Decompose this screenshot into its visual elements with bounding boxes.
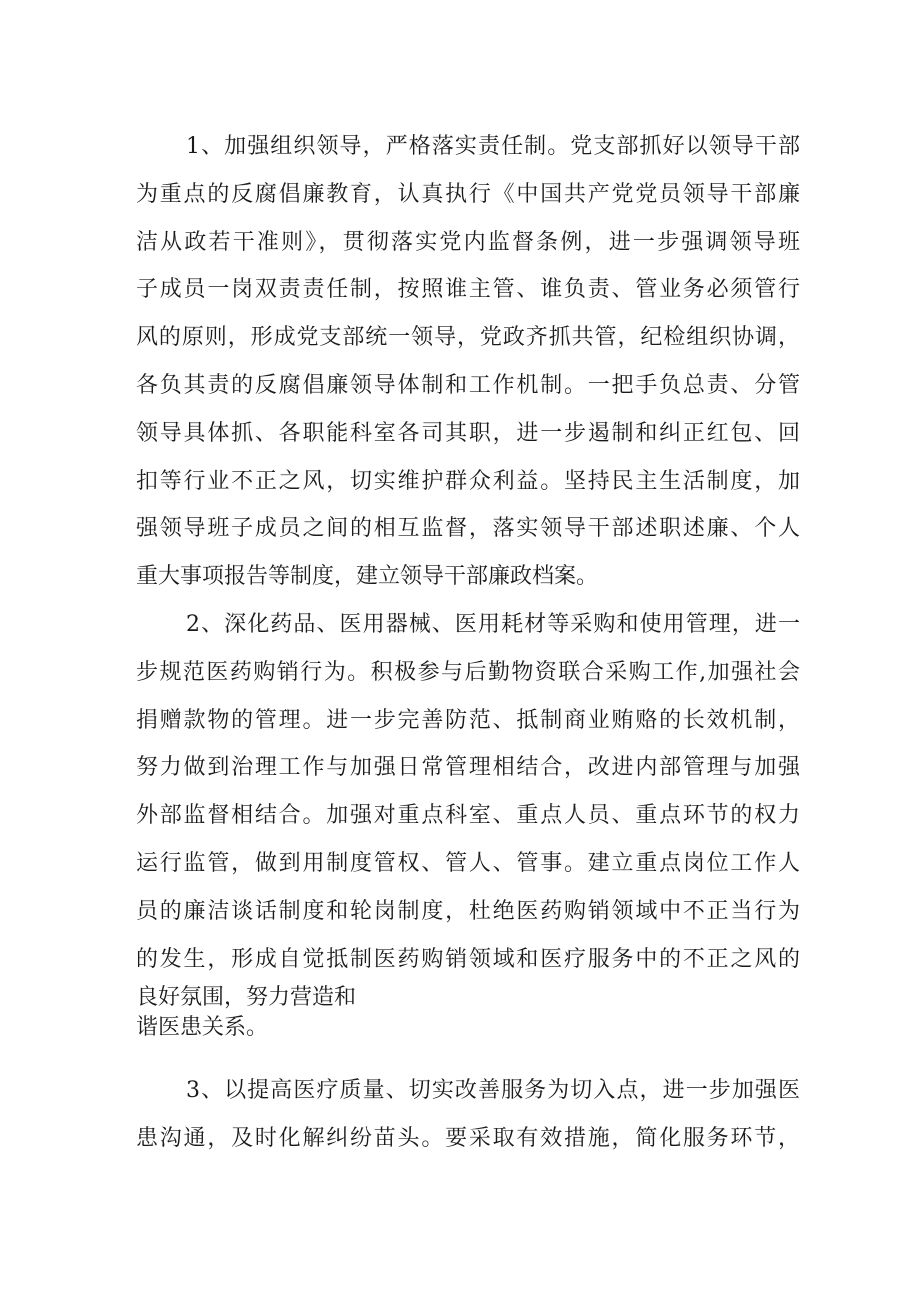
- text-line: 3、以提高医疗质量、切实改善服务为切入点，进一步加强医: [186, 1078, 800, 1104]
- text-line: 良好氛围，努力营造和: [136, 985, 357, 1011]
- paragraph-2: [136, 601, 800, 1047]
- text-line: 谐医患关系。: [136, 1015, 269, 1041]
- text-line: 捐赠款物的管理。进一步完善防范、抵制商业贿赂的长效机制，: [136, 707, 800, 733]
- text-line: 扣等行业不正之风，切实维护群众利益。坚持民主生活制度，加: [136, 468, 800, 494]
- text-line: 洁从政若干准则》，贯彻落实党内监督条例，进一步强调领导班: [136, 229, 800, 255]
- text-line: 2、深化药品、医用器械、医用耗材等采购和使用管理，进一: [186, 611, 800, 637]
- text-line: 步规范医药购销行为。积极参与后勤物资联合采购工作,加强社会: [136, 659, 800, 685]
- text-line: 子成员一岗双责责任制，按照谁主管、谁负责、管业务必须管行: [136, 277, 800, 303]
- text-line: 风的原则，形成党支部统一领导，党政齐抓共管，纪检组织协调，: [136, 325, 800, 351]
- text-line: 员的廉洁谈话制度和轮岗制度，杜绝医药购销领域中不正当行为: [136, 898, 800, 924]
- text-line: 强领导班子成员之间的相互监督，落实领导干部述职述廉、个人: [136, 516, 800, 542]
- text-line: 为重点的反腐倡廉教育，认真执行《中国共产党党员领导干部廉: [136, 181, 800, 207]
- text-line: 各负其责的反腐倡廉领导体制和工作机制。一把手负总责、分管: [136, 372, 800, 398]
- text-line: 外部监督相结合。加强对重点科室、重点人员、重点环节的权力: [136, 803, 800, 829]
- document-body: [136, 123, 800, 1163]
- text-line: 运行监管，做到用制度管权、管人、管事。建立重点岗位工作人: [136, 850, 800, 876]
- text-line: 的发生，形成自觉抵制医药购销领域和医疗服务中的不正之风的: [136, 946, 800, 972]
- text-line: 患沟通，及时化解纠纷苗头。要采取有效措施，简化服务环节，: [136, 1126, 800, 1152]
- text-line: 重大事项报告等制度，建立领导干部廉政档案。: [136, 564, 599, 590]
- paragraph-1: [136, 123, 800, 601]
- text-line: 领导具体抓、各职能科室各司其职，进一步遏制和纠正红包、回: [136, 420, 800, 446]
- paragraph-3: [136, 1067, 800, 1163]
- text-line: 努力做到治理工作与加强日常管理相结合，改进内部管理与加强: [136, 755, 800, 781]
- text-line: 1、加强组织领导，严格落实责任制。党支部抓好以领导干部: [186, 134, 800, 159]
